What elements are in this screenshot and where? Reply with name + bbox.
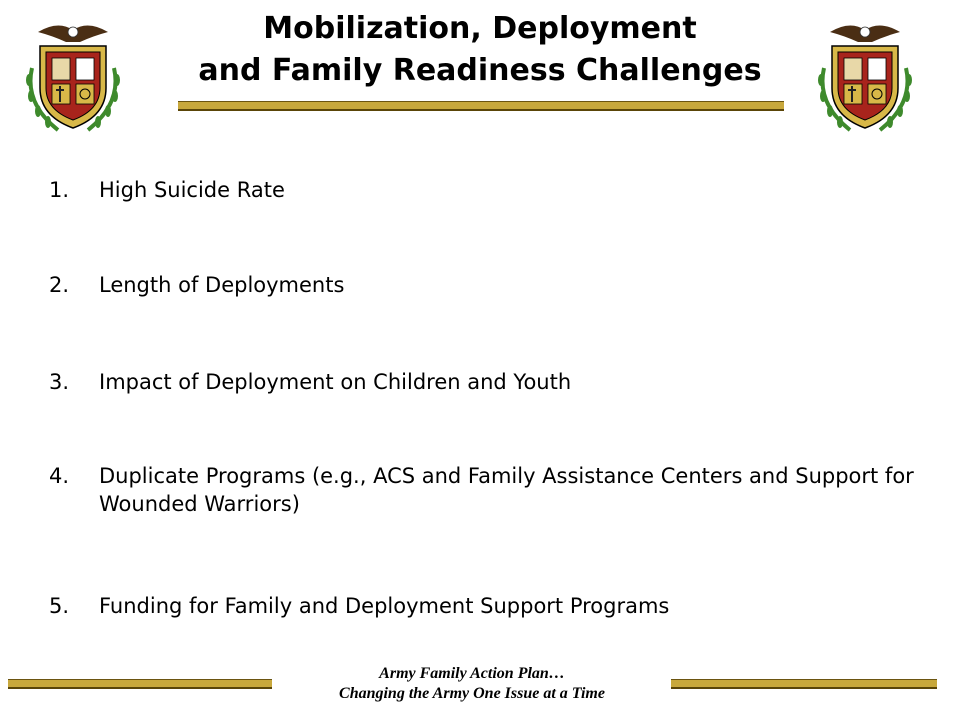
item-text: Impact of Deployment on Children and Youth <box>99 370 572 394</box>
title-underline-bar <box>178 101 784 111</box>
item-number: 5. <box>49 594 70 618</box>
item-text: Duplicate Programs (e.g., ACS and Family Assistance Centers and Support for Wounded Warriors) <box>99 464 914 516</box>
footer-bar-right <box>671 679 937 689</box>
title-line-1: Mobilization, Deployment <box>263 11 697 46</box>
army-family-crest-icon <box>810 18 920 138</box>
page-title <box>150 8 810 92</box>
item-text: Length of Deployments <box>99 273 345 297</box>
item-number: 2. <box>49 273 70 297</box>
footer-bar-left <box>8 679 272 689</box>
footer-line-1: Army Family Action Plan… <box>379 665 565 682</box>
item-text: Funding for Family and Deployment Support Programs <box>99 594 670 618</box>
footer-tagline <box>272 664 672 704</box>
item-number: 3. <box>49 370 70 394</box>
army-family-crest-icon <box>18 18 128 138</box>
title-line-2: and Family Readiness Challenges <box>198 53 762 88</box>
item-text: High Suicide Rate <box>99 178 285 202</box>
item-number: 4. <box>49 464 70 488</box>
footer-line-2: Changing the Army One Issue at a Time <box>339 685 605 702</box>
item-number: 1. <box>49 178 70 202</box>
